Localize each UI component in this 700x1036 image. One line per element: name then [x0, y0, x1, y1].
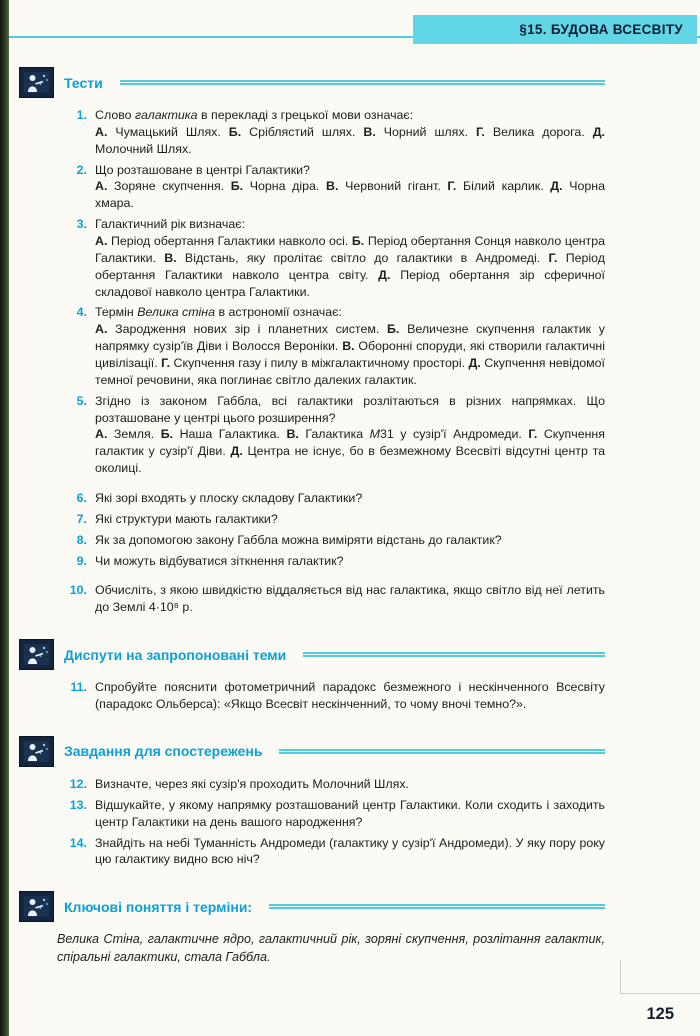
section-heading-key-terms [9, 892, 605, 921]
question-text: Слово галактика в перекладі з грецької мови означає: А. Чумацький Шлях. Б. Сріблястий шлях. В. Чорний шлях. Г. Велика дорога. Д. Молочний Шлях. [95, 108, 606, 156]
question-number: 9. [76, 553, 87, 568]
figure-glyph [24, 72, 49, 93]
question-text: Галактичний рік визначає: А. Період обертання Галактики навколо осі. Б. Період обертання Сонця навколо центра Галактики. В. Відстань, яку пролітає світло до галактики в Андромеді. Г. Період обертання Галактики навколо центра світу. Д. Період обертання зір сферичної складової навколо центра Галактики. [95, 217, 606, 299]
figure-glyph [24, 896, 49, 917]
question-number: 4. [76, 305, 87, 320]
question-10 [9, 582, 605, 616]
question-number: 10. [69, 583, 87, 598]
question-4 [9, 304, 605, 388]
question-2 [9, 162, 605, 213]
section-heading-disputes [9, 640, 605, 669]
question-number: 2. [76, 162, 87, 177]
section-disputes [9, 640, 605, 713]
section-title: Ключові поняття і терміни: [64, 898, 253, 915]
question-1 [9, 107, 605, 158]
question-text: Згідно із законом Габбла, всі галактики розлітаються в різних напрямках. Що розташоване у центрі цього розширення? А. Земля. Б. Наша Галактика. В. Галактика М31 у сузір'ї Андромеди. Г. Скупчення галактик у сузір'ї Діви. Д. Центра не існує, бо в безмежному Всесвіті відсутні центр та околиці. [95, 393, 605, 476]
question-text: Знайдіть на небі Туманність Андромеди (галактику у сузір'ї Андромеди). У яку пору року цю галактику видно всю ніч? [95, 835, 605, 867]
question-text: Обчисліть, з якою швидкістю віддаляється від нас галактика, якщо світло від неї летить до Землі 4·10⁸ р. [95, 583, 605, 615]
question-text: Що розташоване в центрі Галактики? А. Зоряне скупчення. Б. Чорна діра. В. Червоний гігант. Г. Білий карлик. Д. Чорна хмара. [95, 162, 605, 211]
section-title: Диспути на запропоновані теми [64, 646, 287, 663]
section-title: Тести [64, 74, 103, 91]
question-text: Визначте, через які сузір'я проходить Молочний Шлях. [95, 776, 409, 791]
question-7 [9, 511, 605, 528]
page-number: 125 [646, 1005, 674, 1023]
question-number: 7. [76, 511, 87, 526]
question-text: Термін Велика стіна в астрономії означає: А. Зародження нових зір і планетних систем. Б. Величезне скупчення галактик у напрямку сузір'їв Діви і Волосся Вероніки. В. Оборонні споруди, які створили галактичні цивілізації. Г. Скупчення газу і пилу в міжгалактичному просторі. Д. Скупчення невідомої темної речовини, яка поглинає світло далеких галактик. [95, 305, 605, 387]
question-number: 5. [76, 393, 87, 408]
question-12 [9, 776, 605, 793]
question-13 [9, 797, 605, 831]
question-text: Як за допомогою закону Габбла можна виміряти відстань до галактик? [95, 532, 502, 547]
question-5 [9, 393, 605, 477]
discussion-section-icon [20, 640, 53, 669]
question-6 [9, 490, 605, 507]
section-title: Завдання для спостережень [64, 743, 263, 760]
section-tests [9, 68, 605, 616]
observation-section-icon [20, 737, 53, 766]
question-number: 12. [69, 776, 87, 791]
page-binding-strip [0, 0, 9, 1036]
question-text: Відшукайте, у якому напрямку розташований центр Галактики. Коли сходить і заходить центр Галактики на день вашого народження? [95, 797, 605, 829]
figure-glyph [24, 644, 49, 665]
section-heading-observations [9, 737, 605, 766]
question-text: Чи можуть відбуватися зіткнення галактик? [95, 553, 344, 568]
question-number: 3. [76, 217, 87, 232]
section-observations [9, 737, 605, 868]
question-text: Спробуйте пояснити фотометричний парадокс безмежного і нескінченного Всесвіту (парадокс Ольберса): «Якщо Всесвіт нескінченний, то чому вночі темно?». [95, 680, 605, 712]
section-heading-tests [9, 68, 605, 97]
question-11 [9, 679, 605, 713]
section-key-terms [9, 892, 605, 966]
question-9 [9, 553, 605, 570]
question-number: 1. [76, 108, 87, 122]
question-number: 13. [69, 797, 87, 812]
question-number: 14. [69, 835, 87, 850]
tests-section-icon [20, 68, 53, 97]
page-content [9, 68, 605, 990]
question-number: 8. [76, 532, 87, 547]
chapter-header: §15. БУДОВА ВСЕСВІТУ [413, 15, 697, 44]
section-rule [120, 80, 605, 85]
footer-corner-lines [620, 960, 700, 994]
question-text: Які структури мають галактики? [95, 511, 278, 526]
question-3 [9, 216, 605, 300]
key-terms-text: Велика Стіна, галактичне ядро, галактичний рік, зоряні скупчення, розлітання галактик, спіральні галактики, стала Габбла. [57, 932, 605, 964]
question-number: 6. [76, 491, 87, 506]
question-text: Які зорі входять у плоску складову Галактики? [95, 491, 363, 506]
question-14 [9, 835, 605, 869]
question-number: 11. [70, 680, 87, 695]
section-rule [269, 904, 605, 909]
figure-glyph [24, 741, 49, 762]
section-rule [279, 749, 605, 754]
question-8 [9, 532, 605, 549]
key-terms-section-icon [20, 892, 53, 921]
section-rule [303, 652, 605, 657]
